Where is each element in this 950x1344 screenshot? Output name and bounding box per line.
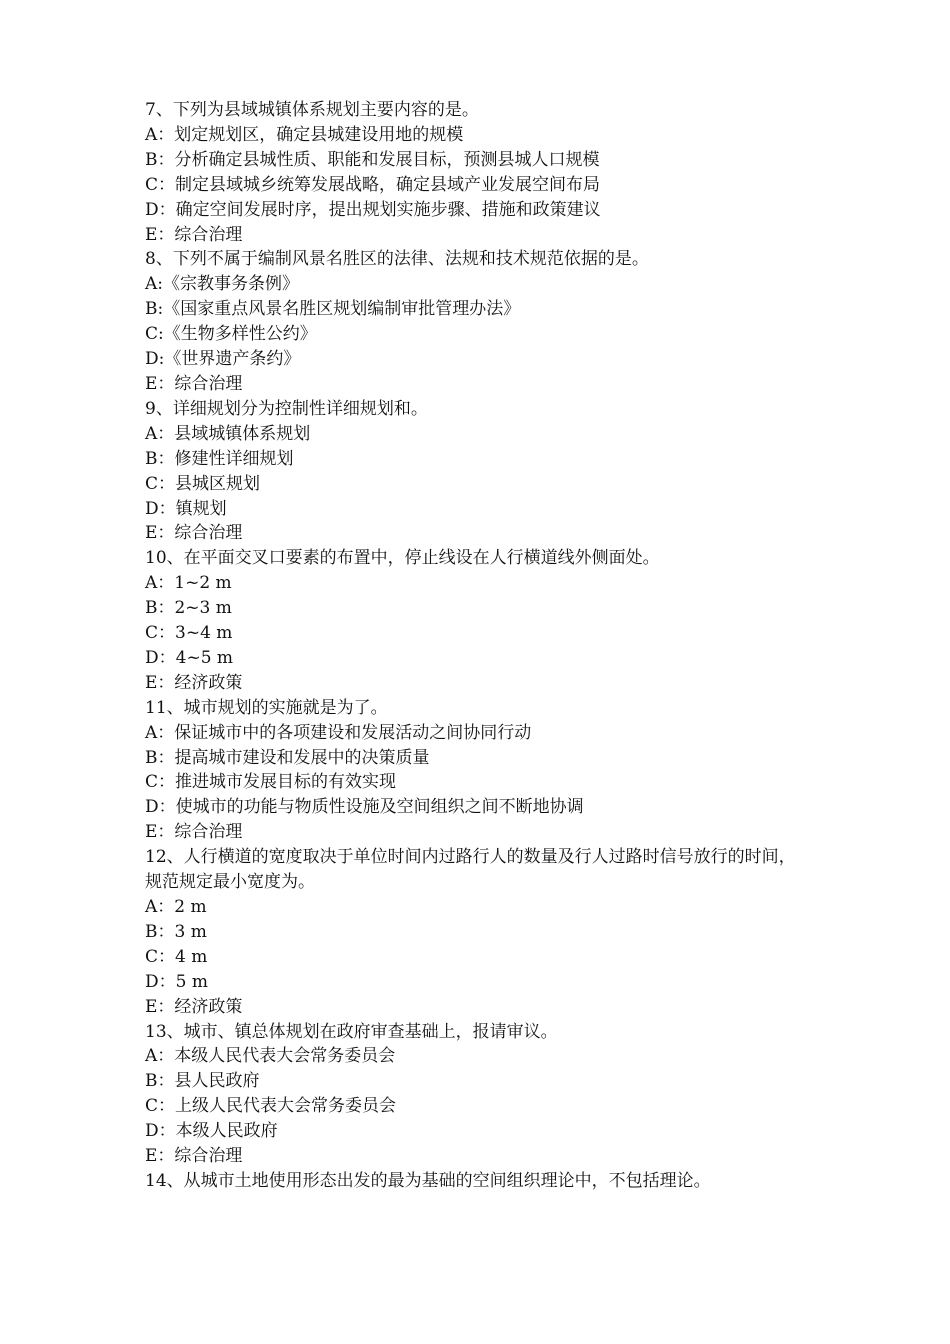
option-d: D：镇规划 (145, 498, 227, 519)
option-b: B：分析确定县城性质、职能和发展目标，预测县城人口规模 (145, 149, 600, 170)
question-stem: 13、城市、镇总体规划在政府审查基础上，报请审议。 (145, 1021, 558, 1042)
option-e: E：经济政策 (145, 672, 243, 693)
option-a: A:《宗教事务条例》 (145, 274, 300, 295)
question-item (145, 845, 810, 1019)
option-c: C：推进城市发展目标的有效实现 (145, 772, 397, 793)
option-a: A：划定规划区，确定县城建设用地的规模 (145, 124, 464, 145)
option-c: C:《生物多样性公约》 (145, 324, 317, 345)
option-a: A：2 m (145, 897, 207, 917)
option-e: E：综合治理 (145, 523, 243, 544)
question-item (145, 247, 810, 396)
question-item (145, 1169, 810, 1194)
option-a: A：县域城镇体系规划 (145, 423, 311, 444)
question-stem: 11、城市规划的实施就是为了。 (145, 697, 388, 718)
option-b: B：3 m (145, 921, 207, 942)
option-d: D:《世界遗产条约》 (145, 349, 301, 370)
question-item (145, 98, 810, 247)
question-stem: 9、详细规划分为控制性详细规划和。 (145, 398, 428, 419)
option-c: C：制定县域城乡统筹发展战略，确定县域产业发展空间布局 (145, 174, 601, 195)
option-d: D：本级人民政府 (145, 1121, 278, 1142)
option-c: C：3~4 m (145, 623, 233, 644)
option-d: D：确定空间发展时序，提出规划实施步骤、措施和政策建议 (145, 199, 601, 220)
option-c: C：4 m (145, 946, 208, 967)
question-stem: 12、人行横道的宽度取决于单位时间内过路行人的数量及行人过路时信号放行的时间，规范规定最小宽度为。 (145, 847, 796, 893)
question-stem: 14、从城市土地使用形态出发的最为基础的空间组织理论中，不包括理论。 (145, 1170, 711, 1191)
question-list (145, 98, 810, 1194)
option-e: E：综合治理 (145, 1146, 243, 1167)
option-c: C：上级人民代表大会常务委员会 (145, 1096, 397, 1117)
option-b: B：修建性详细规划 (145, 448, 294, 469)
question-item (145, 696, 810, 845)
option-a: A：本级人民代表大会常务委员会 (145, 1046, 396, 1067)
option-b: B：2~3 m (145, 598, 232, 619)
question-stem: 8、下列不属于编制风景名胜区的法律、法规和技术规范依据的是。 (145, 249, 649, 270)
question-item (145, 397, 810, 546)
option-e: E：综合治理 (145, 373, 243, 394)
option-d: D：使城市的功能与物质性设施及空间组织之间不断地协调 (145, 797, 584, 818)
option-a: A：1~2 m (145, 573, 232, 594)
option-e: E：综合治理 (145, 822, 243, 843)
option-e: E：经济政策 (145, 996, 243, 1017)
option-b: B：县人民政府 (145, 1071, 260, 1092)
question-stem: 10、在平面交叉口要素的布置中，停止线设在人行横道线外侧面处。 (145, 548, 660, 569)
option-b: B：提高城市建设和发展中的决策质量 (145, 747, 430, 768)
option-d: D：5 m (145, 971, 208, 992)
option-a: A：保证城市中的各项建设和发展活动之间协同行动 (145, 722, 532, 743)
option-e: E：综合治理 (145, 224, 243, 245)
option-d: D：4~5 m (145, 647, 234, 668)
question-item (145, 1020, 810, 1169)
option-c: C：县城区规划 (145, 473, 261, 494)
option-b: B:《国家重点风景名胜区规划编制审批管理办法》 (145, 299, 521, 320)
question-stem: 7、下列为县域城镇体系规划主要内容的是。 (145, 100, 479, 120)
question-item (145, 546, 810, 695)
